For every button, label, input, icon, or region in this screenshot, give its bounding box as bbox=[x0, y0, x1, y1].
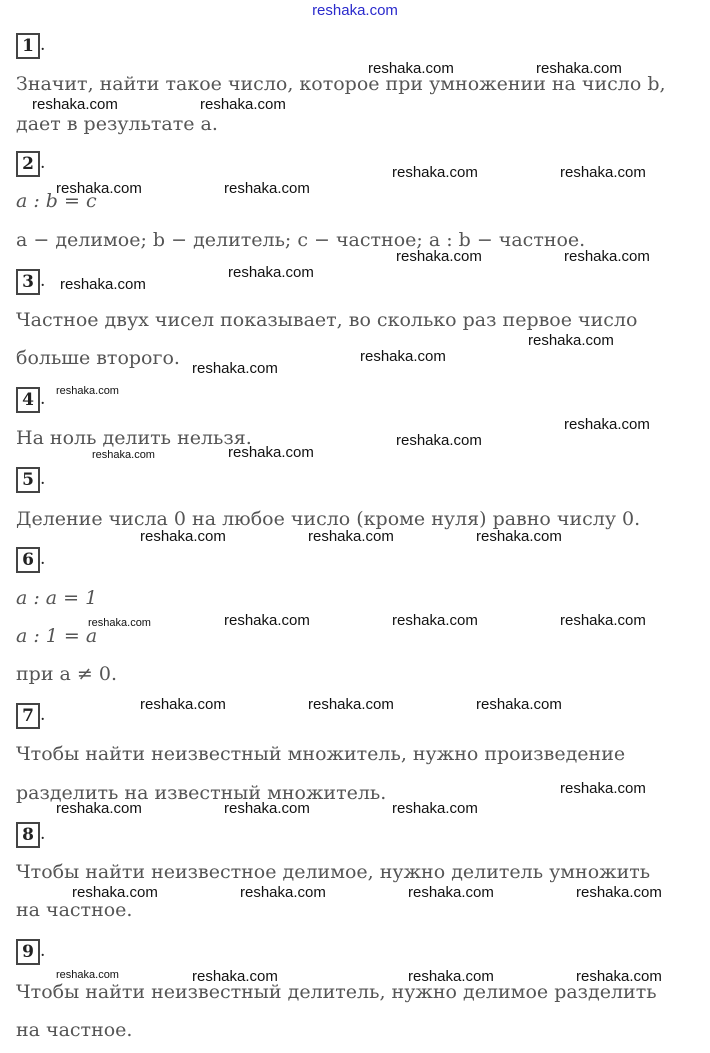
watermark: reshaka.com bbox=[224, 800, 310, 817]
watermark: reshaka.com bbox=[88, 617, 151, 629]
number-dot: . bbox=[40, 824, 46, 844]
watermark: reshaka.com bbox=[56, 180, 142, 197]
number-dot: . bbox=[40, 389, 46, 409]
site-watermark[interactable]: reshaka.com bbox=[312, 2, 398, 19]
item-3-line-2: больше второго. bbox=[16, 347, 180, 369]
item-number-2: 2 bbox=[16, 151, 40, 177]
item-9-line-2: на частное. bbox=[16, 1019, 133, 1041]
item-2-definitions: a − делимое; b − делитель; c − частное; a : b − частное. bbox=[16, 229, 586, 251]
item-6-formula-2: a : 1 = a bbox=[16, 625, 98, 647]
item-6-condition: при a ≠ 0. bbox=[16, 663, 117, 685]
item-1-line-2: дает в результате a. bbox=[16, 113, 218, 135]
number-dot: . bbox=[40, 469, 46, 489]
watermark: reshaka.com bbox=[528, 332, 614, 349]
watermark: reshaka.com bbox=[224, 612, 310, 629]
item-number-7: 7 bbox=[16, 703, 40, 729]
watermark: reshaka.com bbox=[392, 164, 478, 181]
watermark: reshaka.com bbox=[576, 884, 662, 901]
item-8-line-1: Чтобы найти неизвестное делимое, нужно делитель умножить bbox=[16, 861, 651, 883]
item-7-line-2: разделить на известный множитель. bbox=[16, 782, 387, 804]
item-number-5: 5 bbox=[16, 467, 40, 493]
watermark: reshaka.com bbox=[192, 360, 278, 377]
number-dot: . bbox=[40, 705, 46, 725]
item-3-line-1: Частное двух чисел показывает, во сколько раз первое число bbox=[16, 309, 638, 331]
item-2-formula: a : b = c bbox=[16, 190, 97, 212]
watermark: reshaka.com bbox=[408, 968, 494, 985]
item-9-line-1: Чтобы найти неизвестный делитель, нужно делимое разделить bbox=[16, 981, 657, 1003]
number-dot: . bbox=[40, 153, 46, 173]
item-6-formula-1: a : a = 1 bbox=[16, 587, 98, 609]
watermark: reshaka.com bbox=[564, 416, 650, 433]
watermark: reshaka.com bbox=[56, 800, 142, 817]
watermark: reshaka.com bbox=[228, 264, 314, 281]
watermark: reshaka.com bbox=[240, 884, 326, 901]
watermark: reshaka.com bbox=[140, 528, 226, 545]
watermark: reshaka.com bbox=[560, 780, 646, 797]
watermark: reshaka.com bbox=[92, 449, 155, 461]
watermark: reshaka.com bbox=[396, 248, 482, 265]
watermark: reshaka.com bbox=[476, 528, 562, 545]
watermark: reshaka.com bbox=[368, 60, 454, 77]
watermark: reshaka.com bbox=[192, 968, 278, 985]
item-number-4: 4 bbox=[16, 387, 40, 413]
watermark: reshaka.com bbox=[308, 696, 394, 713]
watermark: reshaka.com bbox=[200, 96, 286, 113]
item-4-line-1: На ноль делить нельзя. bbox=[16, 427, 252, 449]
watermark: reshaka.com bbox=[396, 432, 482, 449]
item-number-3: 3 bbox=[16, 269, 40, 295]
watermark: reshaka.com bbox=[576, 968, 662, 985]
watermark: reshaka.com bbox=[56, 385, 119, 397]
watermark: reshaka.com bbox=[392, 800, 478, 817]
item-1-line-1: Значит, найти такое число, которое при умножении на число b, bbox=[16, 73, 666, 95]
watermark: reshaka.com bbox=[560, 612, 646, 629]
watermark: reshaka.com bbox=[392, 612, 478, 629]
watermark: reshaka.com bbox=[72, 884, 158, 901]
number-dot: . bbox=[40, 549, 46, 569]
number-dot: . bbox=[40, 941, 46, 961]
watermark: reshaka.com bbox=[476, 696, 562, 713]
watermark: reshaka.com bbox=[224, 180, 310, 197]
watermark: reshaka.com bbox=[360, 348, 446, 365]
watermark: reshaka.com bbox=[228, 444, 314, 461]
item-number-8: 8 bbox=[16, 822, 40, 848]
item-number-1: 1 bbox=[16, 33, 40, 59]
watermark: reshaka.com bbox=[564, 248, 650, 265]
number-dot: . bbox=[40, 35, 46, 55]
item-5-line-1: Деление числа 0 на любое число (кроме нуля) равно числу 0. bbox=[16, 508, 641, 530]
item-number-9: 9 bbox=[16, 939, 40, 965]
watermark: reshaka.com bbox=[140, 696, 226, 713]
watermark: reshaka.com bbox=[32, 96, 118, 113]
watermark: reshaka.com bbox=[408, 884, 494, 901]
watermark: reshaka.com bbox=[56, 969, 119, 981]
watermark: reshaka.com bbox=[308, 528, 394, 545]
watermark: reshaka.com bbox=[536, 60, 622, 77]
watermark: reshaka.com bbox=[60, 276, 146, 293]
item-number-6: 6 bbox=[16, 547, 40, 573]
watermark: reshaka.com bbox=[560, 164, 646, 181]
item-8-line-2: на частное. bbox=[16, 899, 133, 921]
number-dot: . bbox=[40, 271, 46, 291]
item-7-line-1: Чтобы найти неизвестный множитель, нужно произведение bbox=[16, 743, 626, 765]
